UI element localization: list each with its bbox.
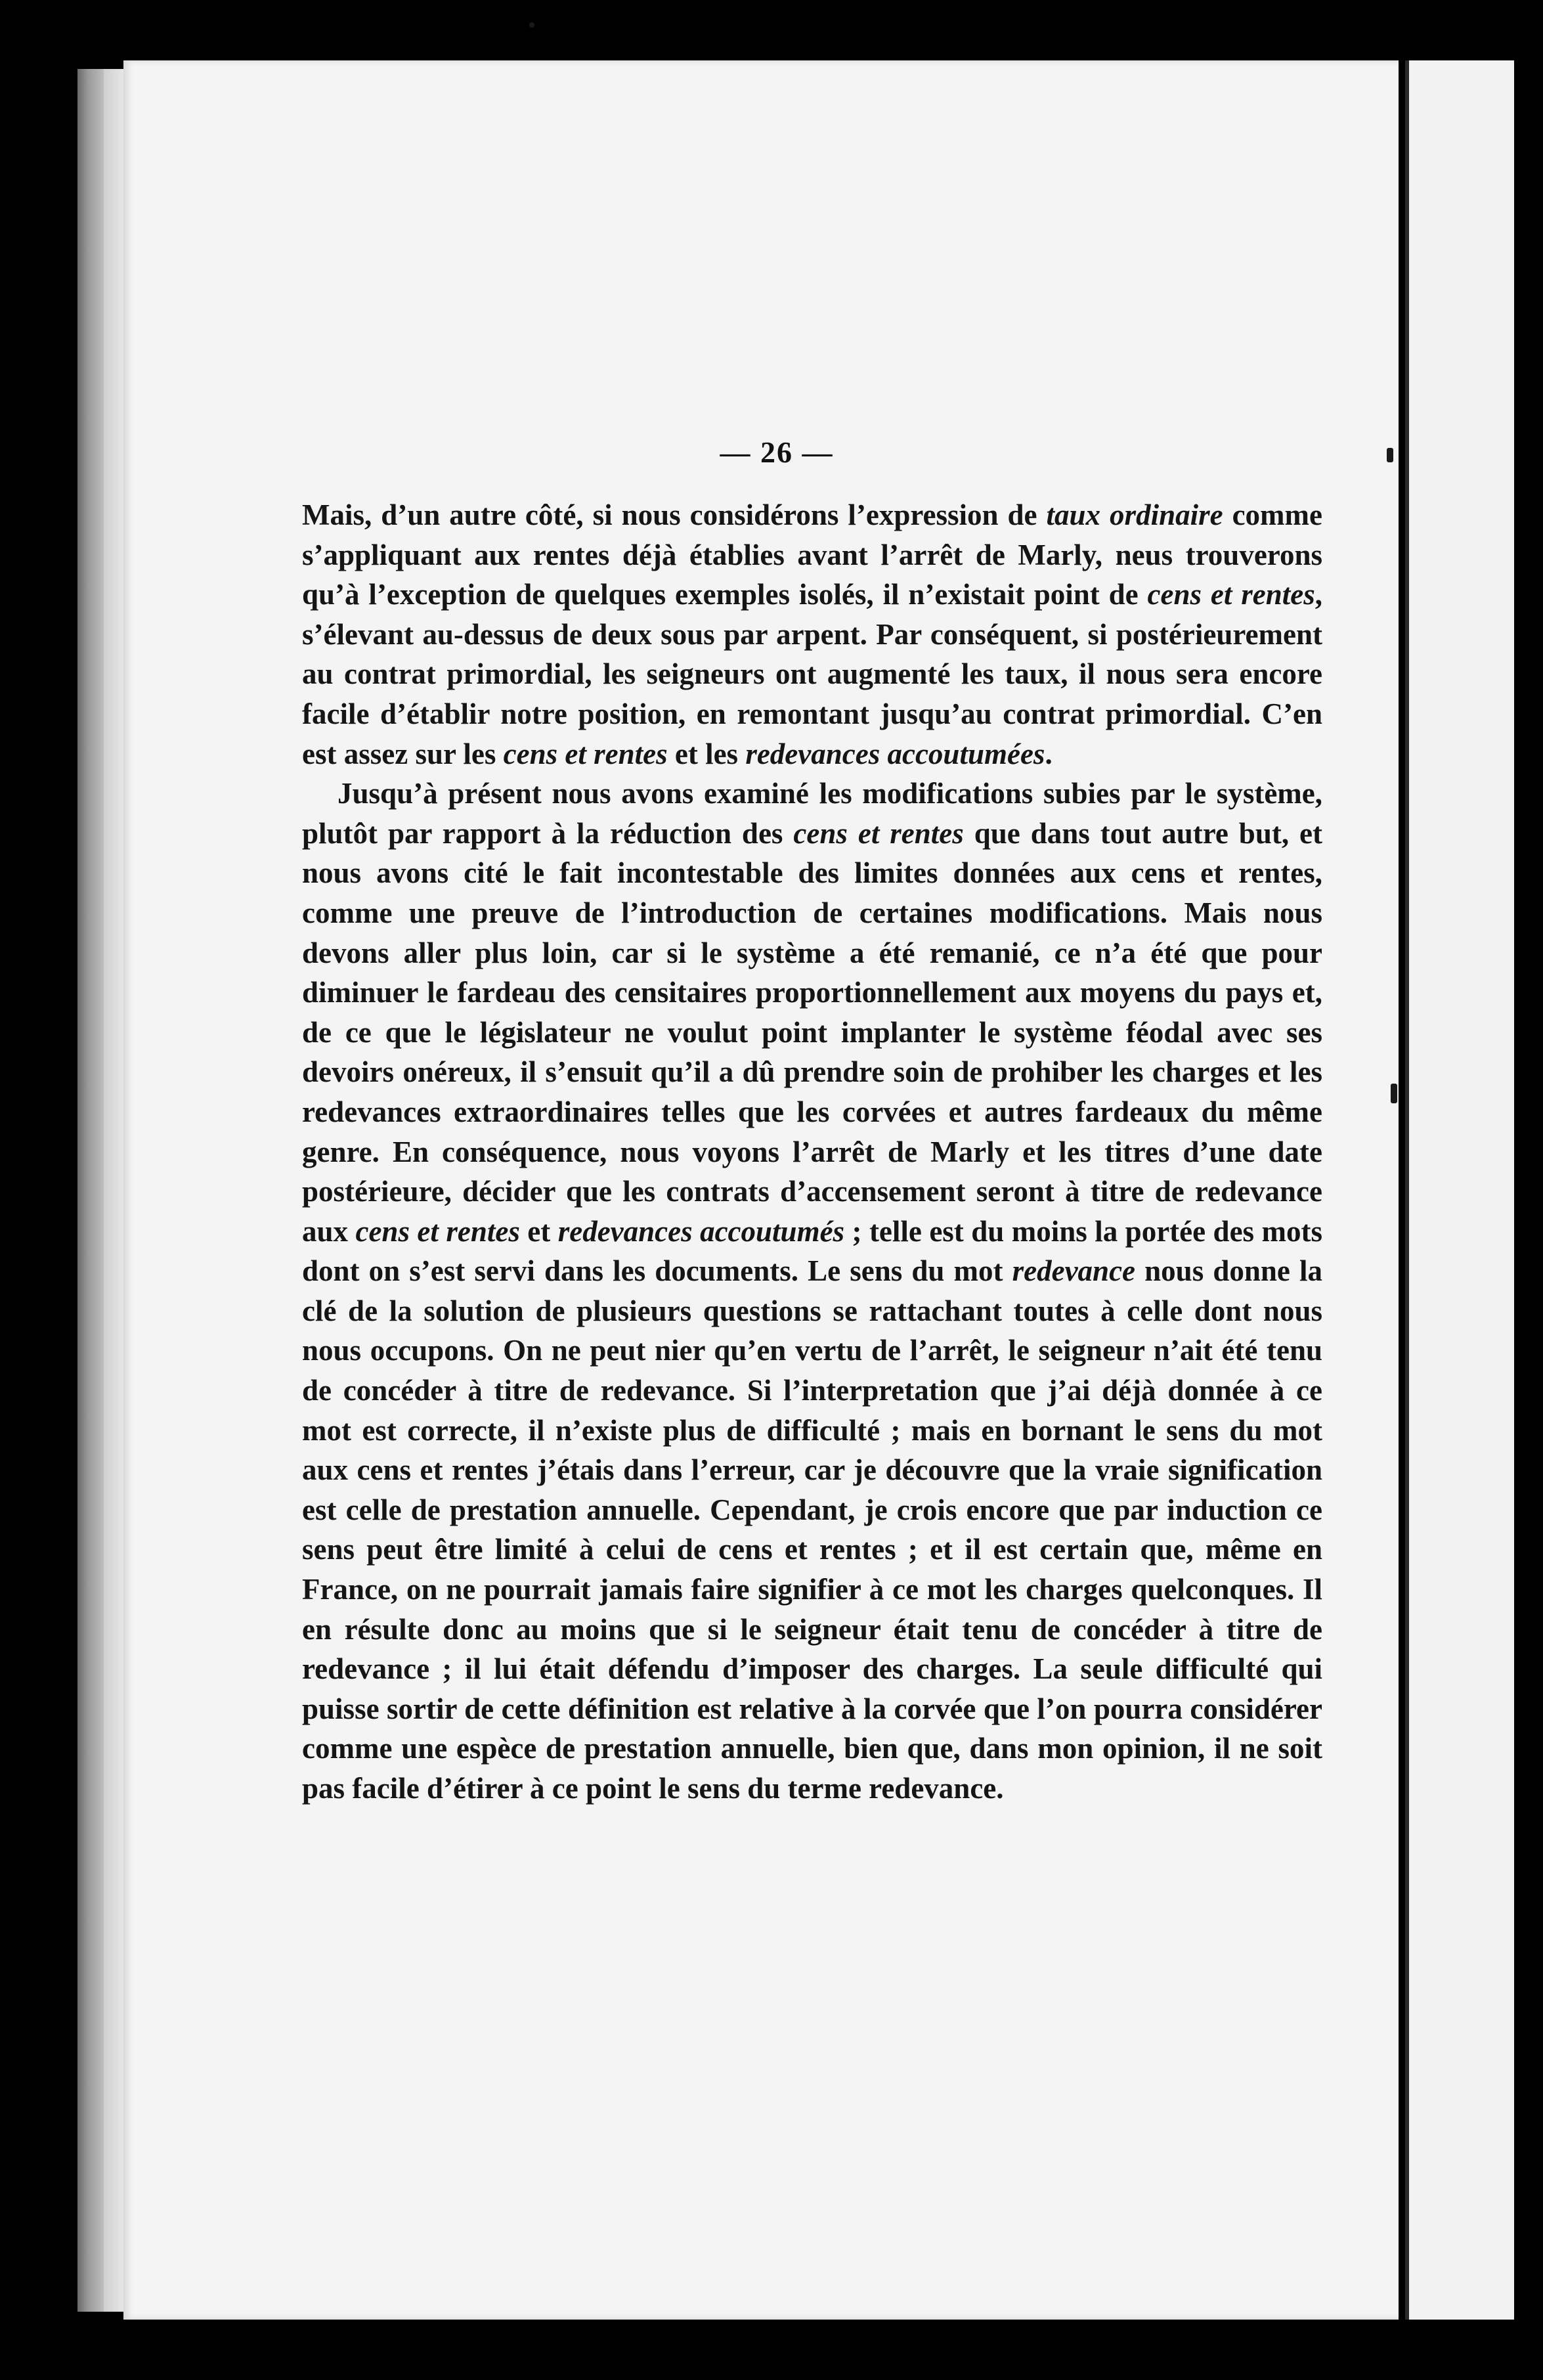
italic-text-run: cens et rentes <box>503 737 668 770</box>
paragraph <box>302 774 1322 1808</box>
scan-speck <box>1391 1084 1397 1103</box>
page-number: — 26 — <box>720 435 834 469</box>
text-run: comme s’appliquant aux rentes déjà établies avant l’arrêt de Marly, neus trouverons qu’à l’exception de quelques exemples isolés, il n’existait point de <box>302 498 1323 611</box>
italic-text-run: cens et rentes <box>1147 578 1315 611</box>
paragraph <box>302 495 1322 774</box>
italic-text-run: redevances accoutumées <box>745 737 1045 770</box>
text-run: et <box>519 1214 558 1248</box>
text-run: Mais, d’un autre côté, si nous considérons l’expression de <box>302 498 1047 531</box>
adjacent-page-edge <box>1405 60 1514 2320</box>
text-run: Jusqu’à présent nous avons examiné les modifications subies par le système, plutôt par rapport à la réduction des <box>302 777 1322 850</box>
text-run: . <box>1045 737 1053 770</box>
scan-speck <box>1387 448 1393 462</box>
italic-text-run: redevances accoutumés <box>557 1214 845 1248</box>
text-run: et les <box>667 737 746 770</box>
italic-text-run: cens et rentes <box>793 816 964 850</box>
document-page <box>123 60 1399 2320</box>
italic-text-run: taux ordinaire <box>1046 498 1223 531</box>
text-run: ; telle est du moins la portée des mots dont on s’est servi dans les documents. Le sens du mot <box>302 1214 1322 1288</box>
text-run: nous donne la clé de la solution de plusieurs questions se rattachant toutes à celle dont nous nous occupons. On ne peut nier qu’en vertu de l’arrêt, le seigneur n’ait été tenu de concéder à titre de redevance. Si l’interpretation que j’ai déjà donnée à ce mot est correcte, il n’existe plus de difficulté ; mais en bornant le sens du mot aux cens et rentes j’étais dans l’erreur, car je découvre que la vraie signification est celle de prestation annuelle. Cependant, je crois encore que par induction ce sens peut être limité à celui de cens et rentes ; et il est certain que, même en France, on ne pourrait jamais faire signifier à ce mot les charges quelconques. Il en résulte donc au moins que si le seigneur était tenu de concéder à titre de redevance ; il lui était défendu d’imposer des charges. La seule difficulté qui puisse sortir de cette définition est relative à la corvée que l’on pourra considérer comme une espèce de prestation annuelle, bien que, dans mon opinion, il ne soit pas facile d’étirer à ce point le sens du terme redevance. <box>302 1254 1322 1805</box>
page-stack-edge <box>104 69 123 2312</box>
italic-text-run: redevance <box>1012 1254 1136 1288</box>
body-text <box>302 495 1322 1809</box>
text-run: , s’élevant au-dessus de deux sous par arpent. Par conséquent, si postérieurement au contrat primordial, les seigneurs ont augmenté les taux, il nous sera encore facile d’établir notre position, en remontant jusqu’au contrat primordial. C’en est assez sur les <box>302 578 1322 770</box>
text-run: que dans tout autre but, et nous avons cité le fait incontestable des limites données aux cens et rentes, comme une preuve de l’introduction de certaines modifications. Mais nous devons aller plus loin, car si le système a été remanié, ce n’a été que pour diminuer le fardeau des censitaires proportionnellement aux moyens du pays et, de ce que le législateur ne voulut point implanter le système féodal avec ses devoirs onéreux, il s’ensuit qu’il a dû prendre soin de prohiber les charges et les redevances extraordinaires telles que les corvées et autres fardeaux du même genre. En conséquence, nous voyons l’arrêt de Marly et les titres d’une date postérieure, décider que les contrats d’accensement seront à titre de redevance aux <box>302 816 1323 1248</box>
italic-text-run: cens et rentes <box>355 1214 520 1248</box>
scan-speck <box>529 22 534 28</box>
book-spine-edge <box>77 69 104 2312</box>
